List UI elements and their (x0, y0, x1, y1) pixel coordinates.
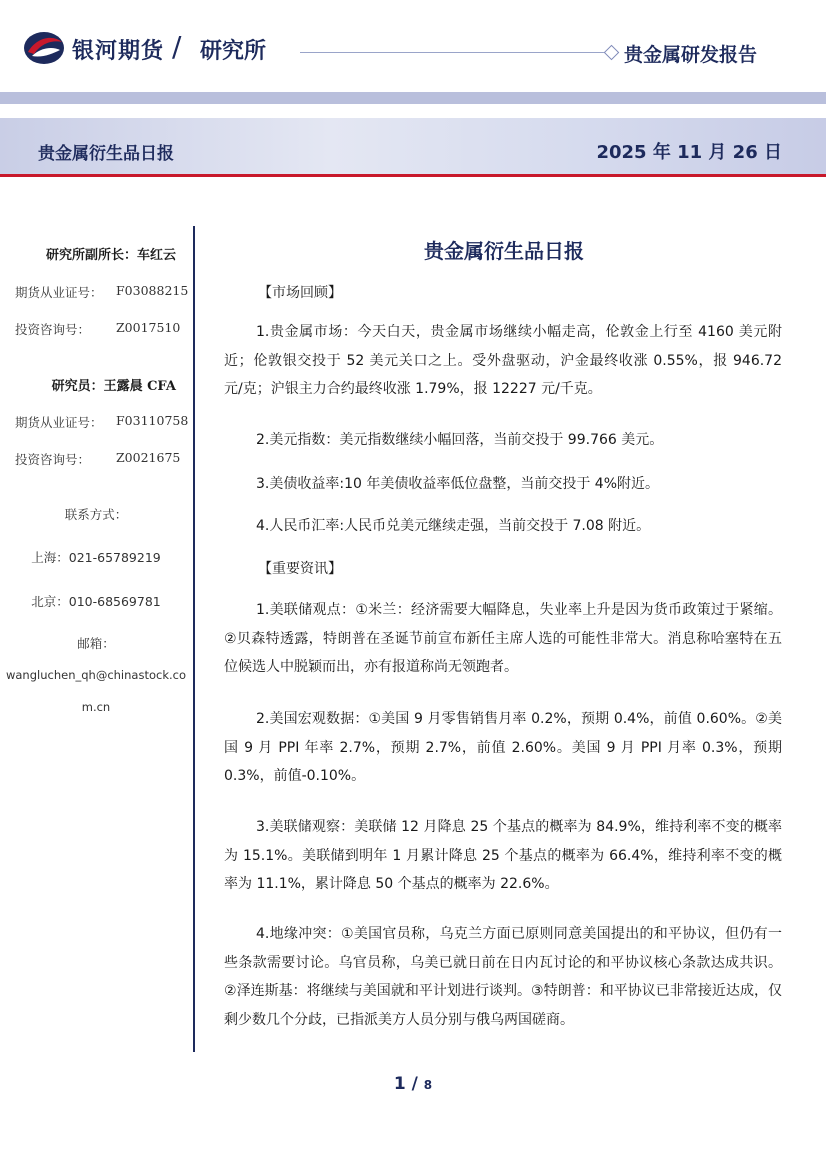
phone-beijing: 北京：010-68569781 (31, 594, 161, 609)
paragraph-treasury-yield: 3.美债收益率:10 年美债收益率低位盘整，当前交投于 4%附近。 (256, 476, 659, 492)
paragraph-rmb-rate: 4.人民币汇率:人民币兑美元继续走强，当前交投于 7.08 附近。 (256, 518, 651, 534)
paragraph-fed-views: 1.美联储观点：①米兰：经济需要大幅降息，失业率上升是因为货币政策过于紧缩。②贝森特透露，特朗普在圣诞节前宣布新任主席人选的可能性非常大。消息称哈塞特在五位候选人中脱颖而出，亦有报道称尚无领跑者。 (224, 602, 782, 675)
page-header (0, 0, 826, 92)
report-date: 2025 年 11 月 26 日 (596, 142, 782, 163)
document-title: 贵金属衍生品日报 (424, 239, 584, 263)
analyst2-license-value: F03110758 (116, 413, 189, 428)
analyst2-role: 研究员：王露晨 CFA (51, 379, 176, 394)
section-key-news: 【重要资讯】 (258, 561, 342, 577)
paragraph-geopolitics: 4.地缘冲突：①美国官员称，乌克兰方面已原则同意美国提出的和平协议，但仍有一些条款需要讨论。乌官员称，乌美已就日前在日内瓦讨论的和平协议核心条款达成共识。②泽连斯基：将继续与美国就和平计划进行谈判。③特朗普：和平协议已非常接近达成，仅剩少数几个分歧，已指派美方人员分别与俄乌两国磋商。 (224, 926, 782, 1028)
paragraph-dollar-index: 2.美元指数：美元指数继续小幅回落，当前交投于 99.766 美元。 (256, 432, 664, 448)
analyst1-role: 研究所副所长：车红云 (45, 248, 176, 263)
analyst1-consult-value: Z0017510 (116, 320, 181, 335)
phone-shanghai: 上海：021-65789219 (31, 550, 161, 565)
email-label: 邮箱： (77, 636, 115, 651)
analyst1-license (15, 283, 189, 301)
red-divider (0, 174, 826, 177)
analyst2-license (15, 413, 189, 431)
band-title: 贵金属衍生品日报 (38, 144, 174, 164)
sidebar-divider (193, 226, 195, 1052)
paragraph-fed-watch: 3.美联储观察：美联储 12 月降息 25 个基点的概率为 84.9%，维持利率不变的概率为 15.1%。美联储到明年 1 月累计降息 25 个基点的概率为 66.4%，维持利率不变的概率为 11.1%，累计降息 50 个基点的概率为 22.6%。 (224, 819, 782, 892)
diamond-icon (604, 45, 620, 61)
paragraph-us-macro: 2.美国宏观数据：①美国 9 月零售销售月率 0.2%，预期 0.4%，前值 0.60%。②美国 9 月 PPI 年率 2.7%，预期 2.7%，前值 2.60%。美国 9 月 PPI 月率 0.3%，预期 0.3%，前值-0.10%。 (224, 711, 782, 784)
header-stripe (0, 92, 826, 104)
analyst2-consult (15, 450, 181, 468)
current-page: 1 (393, 1074, 406, 1094)
section-market-review: 【市场回顾】 (258, 285, 342, 301)
galaxy-logo-icon (22, 28, 66, 68)
header-rule (300, 52, 610, 53)
report-type: 贵金属研发报告 (624, 44, 758, 66)
analyst2-license-label: 期货从业证号： (15, 415, 103, 430)
email-address-line2[interactable]: m.cn (81, 700, 111, 714)
page-separator: / (405, 1074, 424, 1094)
analyst2-consult-label: 投资咨询号： (15, 452, 91, 467)
paragraph-precious-metals: 1.贵金属市场：今天白天，贵金属市场继续小幅走高，伦敦金上行至 4160 美元附近；伦敦银交投于 52 美元关口之上。受外盘驱动，沪金最终收涨 0.55%，报 946.72 元/克；沪银主力合约最终收涨 1.79%，报 12227 元/千克。 (224, 324, 782, 397)
contact-label: 联系方式： (64, 507, 128, 522)
analyst1-license-label: 期货从业证号： (15, 285, 103, 300)
brand-name: 银河期货 (72, 39, 165, 64)
analyst1-consult (15, 320, 181, 338)
analyst2-consult-value: Z0021675 (116, 450, 181, 465)
page-number (0, 1074, 826, 1094)
department-name: 研究所 (200, 39, 267, 64)
analyst1-license-value: F03088215 (116, 283, 189, 298)
email-address-line1[interactable]: wangluchen_qh@chinastock.co (5, 668, 186, 682)
analyst1-consult-label: 投资咨询号： (15, 322, 91, 337)
brand-divider: / (172, 30, 182, 63)
total-pages: 8 (423, 1078, 433, 1092)
